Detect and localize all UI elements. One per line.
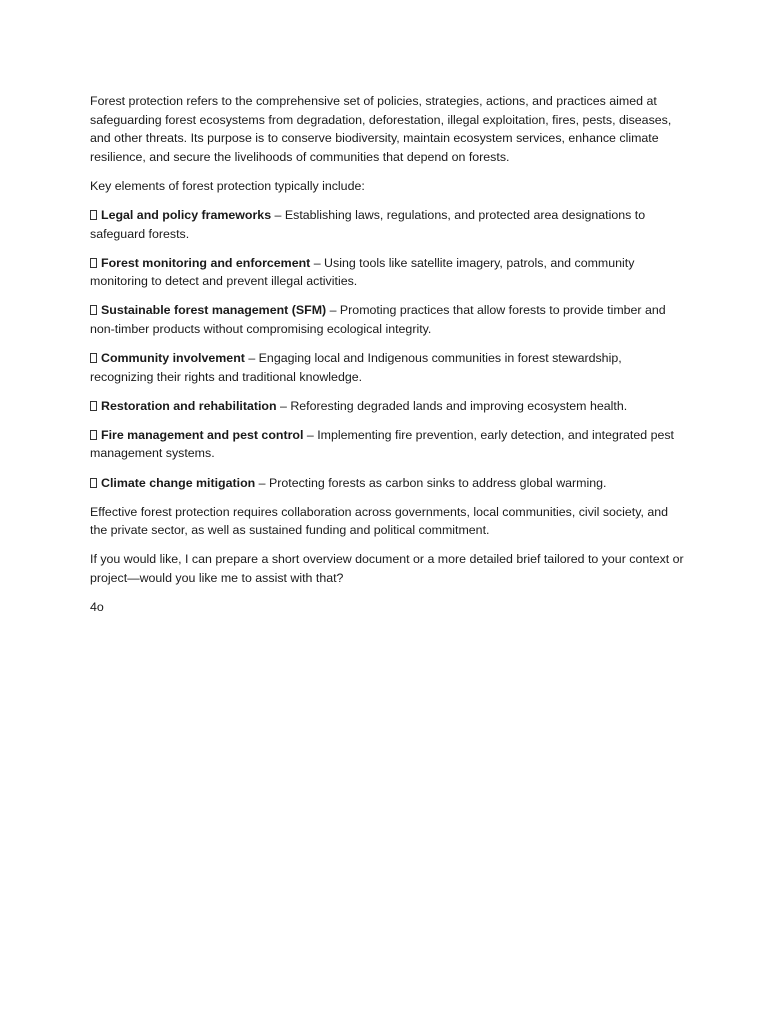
list-item	[90, 301, 686, 338]
list-item-title: Community involvement	[101, 351, 245, 366]
missing-glyph-box-icon	[90, 258, 97, 268]
list-item-text: – Protecting forests as carbon sinks to address global warming.	[255, 475, 607, 490]
missing-glyph-box-icon	[90, 430, 97, 440]
list-item-text: – Using tools like satellite imagery, patrols, and community monitoring to detect and prevent illegal activities.	[90, 255, 635, 289]
list-item-text: – Establishing laws, regulations, and protected area designations to safeguard forests.	[90, 207, 646, 241]
missing-glyph-box-icon	[90, 305, 97, 315]
list-item-title: Sustainable forest management (SFM)	[101, 303, 327, 318]
list-item-title: Legal and policy frameworks	[101, 207, 272, 222]
footer-tag: 4o	[90, 599, 104, 614]
list-item	[90, 426, 686, 463]
list-item-title: Climate change mitigation	[101, 475, 256, 490]
list-item-text: – Reforesting degraded lands and improving ecosystem health.	[276, 398, 628, 413]
intro-paragraph: Forest protection refers to the comprehensive set of policies, strategies, actions, and practices aimed at safeguarding forest ecosystems from degradation, deforestation, illegal exploitation, fires, pests, diseases, and other threats. Its purpose is to conserve biodiversity, maintain ecosystem services, enhance climate resilience, and secure the livelihoods of communities that depend on forests.	[90, 94, 672, 164]
list-item-text: – Engaging local and Indigenous communities in forest stewardship, recognizing their rights and traditional knowledge.	[90, 351, 622, 384]
offer-paragraph: If you would like, I can prepare a short overview document or a more detailed brief tailored to your context or project—would you like me to assist with that?	[90, 552, 684, 585]
list-item-title: Forest monitoring and enforcement	[101, 255, 311, 270]
missing-glyph-box-icon	[90, 401, 97, 411]
list-item	[90, 474, 686, 493]
list-item	[90, 206, 686, 243]
list-item	[90, 254, 686, 291]
missing-glyph-box-icon	[90, 210, 97, 220]
missing-glyph-box-icon	[90, 353, 97, 363]
missing-glyph-box-icon	[90, 478, 97, 488]
list-item	[90, 397, 686, 416]
conclusion-paragraph: Effective forest protection requires collaboration across governments, local communities, civil society, and the private sector, as well as sustained funding and political commitment.	[90, 504, 669, 538]
list-item-text: – Implementing fire prevention, early detection, and integrated pest management systems.	[90, 427, 674, 461]
lead-in-paragraph: Key elements of forest protection typically include:	[90, 178, 365, 193]
list-item-text: – Promoting practices that allow forests to provide timber and non-timber products without compromising ecological integrity.	[90, 303, 666, 336]
list-item-title: Restoration and rehabilitation	[101, 398, 277, 413]
list-item	[90, 349, 686, 386]
document-body	[90, 92, 686, 627]
list-item-title: Fire management and pest control	[101, 427, 304, 442]
